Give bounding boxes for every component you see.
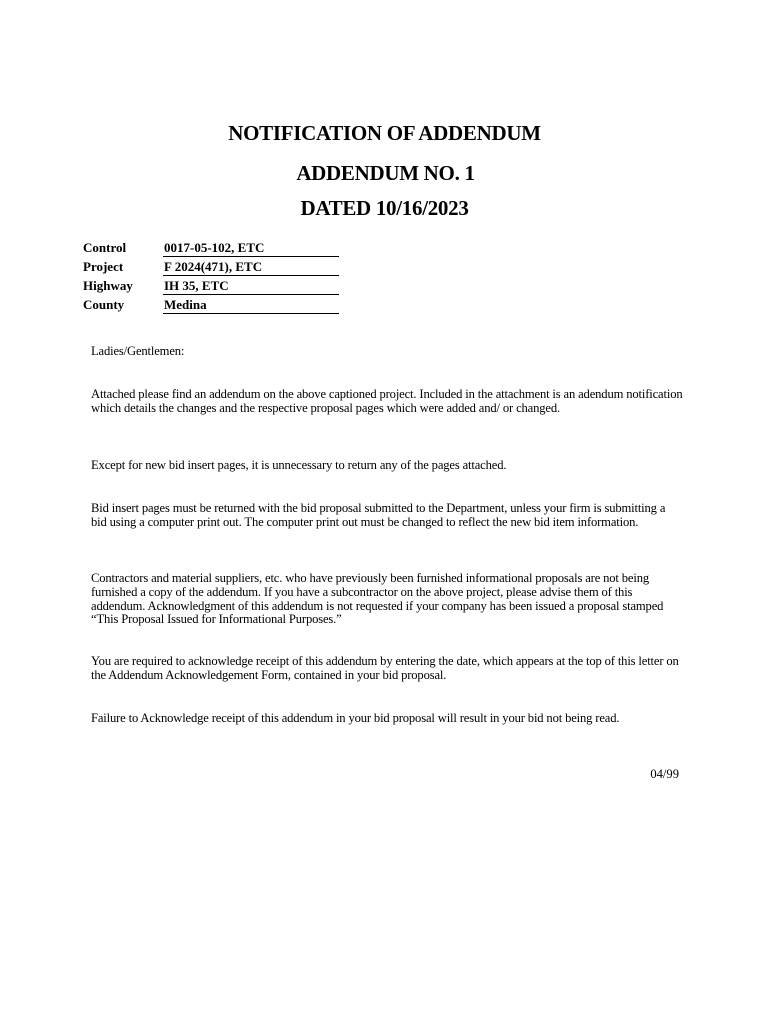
county-label: County (83, 297, 125, 312)
paragraph-attachment: Attached please find an addendum on the above captioned project. Included in the attachment is an adendum notification which details the changes and the respective proposal pages which were added and/ or changed. (91, 387, 683, 415)
paragraph-return-pages: Except for new bid insert pages, it is unnecessary to return any of the pages attached. (91, 458, 507, 472)
control-value: 0017-05-102, ETC (163, 239, 339, 257)
county-value: Medina (163, 296, 339, 314)
addendum-date: DATED 10/16/2023 (300, 196, 469, 220)
addendum-number: ADDENDUM NO. 1 (296, 161, 475, 185)
highway-value: IH 35, ETC (163, 277, 339, 295)
paragraph-acknowledge: You are required to acknowledge receipt of this addendum by entering the date, which appears at the top of this letter on the Addendum Acknowledgement Form, contained in your bid proposal. (91, 654, 679, 682)
document-title: NOTIFICATION OF ADDENDUM (228, 121, 541, 145)
control-label: Control (83, 240, 127, 255)
project-label: Project (83, 259, 124, 274)
letter-greeting: Ladies/Gentlemen: (91, 344, 185, 358)
paragraph-failure: Failure to Acknowledge receipt of this addendum in your bid proposal will result in your bid not being read. (91, 711, 620, 725)
form-code: 04/99 (650, 767, 679, 781)
highway-label: Highway (83, 278, 133, 293)
paragraph-bid-insert: Bid insert pages must be returned with the bid proposal submitted to the Department, unless your firm is submitting a bid using a computer print out. The computer print out must be changed to reflect the new bid item information. (91, 501, 666, 529)
paragraph-contractors: Contractors and material suppliers, etc. who have previously been furnished informational proposals are not being furnished a copy of the addendum. If you have a subcontractor on the above project, please advise them of this addendum. Acknowledgment of this addendum is not requested if your company has been issued a proposal stamped “This Proposal Issued for Informational Purposes.” (91, 571, 664, 627)
project-value: F 2024(471), ETC (163, 258, 339, 276)
